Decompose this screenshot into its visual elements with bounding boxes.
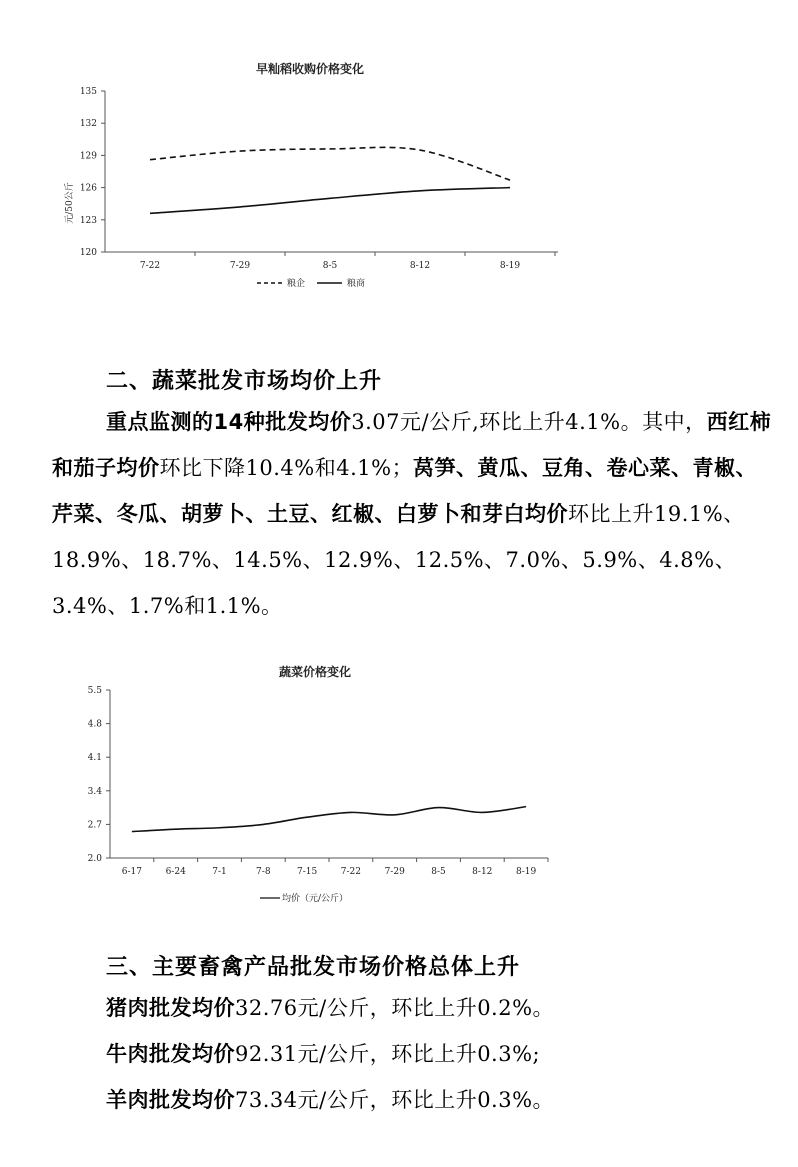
series-line [132,807,526,832]
x-tick-label: 7-29 [384,867,405,877]
section-heading-livestock: 三、主要畜禽产品批发市场价格总体上升 [106,955,521,980]
x-tick-label: 7-8 [256,867,271,877]
y-tick-label: 5.5 [87,686,102,696]
text-run: 环比下降10.4%和4.1%； [159,456,414,480]
x-tick-label: 7-15 [296,867,318,877]
x-tick-label: 8-19 [499,261,521,271]
x-tick-label: 8-19 [515,867,537,877]
rice-price-chart [50,50,570,300]
text-run: 32.76元/公斤，环比上升0.2%。 [235,996,555,1020]
x-tick-label: 8-5 [322,261,338,271]
y-tick-label: 3.4 [87,786,102,797]
y-tick-label: 135 [79,87,97,97]
y-tick-label: 120 [79,248,97,258]
x-tick-label: 6-17 [121,867,143,877]
bold-phrase: 重点监测的14种批发均价 [106,410,352,434]
y-tick-label: 2.7 [87,820,102,831]
chart-title: 蔬菜价格变化 [278,665,352,679]
x-tick-label: 7-22 [340,867,362,877]
vegetable-paragraph [52,399,772,629]
vegetable-price-chart [60,655,560,915]
series-line [150,147,510,180]
text-run: 环比上升19.1%、18.9%、18.7%、14.5%、12.9%、12.5%、7.0%、5.9%、4.8%、3.4%、1.7%和1.1%。 [52,502,745,618]
x-tick-label: 7-29 [229,261,251,271]
chart-title: 早籼稻收购价格变化 [255,62,365,76]
mutton-price-line [106,1084,554,1114]
legend-label-average-price: 均价（元/公斤） [282,894,349,904]
y-tick-label: 123 [79,215,97,226]
y-tick-label: 132 [79,119,97,130]
bold-phrase: 羊肉批发均价 [106,1088,235,1112]
x-tick-label: 7-22 [139,261,161,271]
x-tick-label: 8-12 [409,261,431,271]
x-tick-label: 8-5 [431,867,446,877]
y-tick-label: 129 [79,151,97,162]
y-tick-label: 2.0 [87,854,102,864]
text-run: 3.07元/公斤,环比上升4.1%。其中， [351,410,707,434]
beef-price-line [106,1038,540,1068]
bold-phrase: 猪肉批发均价 [106,996,235,1020]
x-tick-label: 7-1 [212,867,227,877]
y-tick-label: 126 [79,183,97,194]
text-run: 73.34元/公斤，环比上升0.3%。 [235,1088,555,1112]
y-axis-label: 元/50公斤 [65,182,75,224]
legend-label-grain-enterprise: 粮企 [287,279,306,289]
text-run: 92.31元/公斤，环比上升0.3%; [235,1042,541,1066]
y-tick-label: 4.8 [87,719,102,730]
bold-phrase: 牛肉批发均价 [106,1042,235,1066]
pork-price-line [106,992,554,1022]
section-heading-vegetables: 二、蔬菜批发市场均价上升 [106,369,383,394]
x-tick-label: 8-12 [472,867,493,877]
y-tick-label: 4.1 [87,753,102,764]
legend-label-grain-merchant: 粮商 [347,279,366,289]
x-tick-label: 6-24 [165,867,186,877]
series-line [150,188,510,214]
bold-phrase: 莴笋、黄瓜、豆角、卷心菜、青椒、芹菜、冬瓜、胡萝卜、土豆、红椒、白萝卜和芽白均价 [52,456,758,526]
bold-phrase: 西红柿和茄子均价 [52,410,772,480]
